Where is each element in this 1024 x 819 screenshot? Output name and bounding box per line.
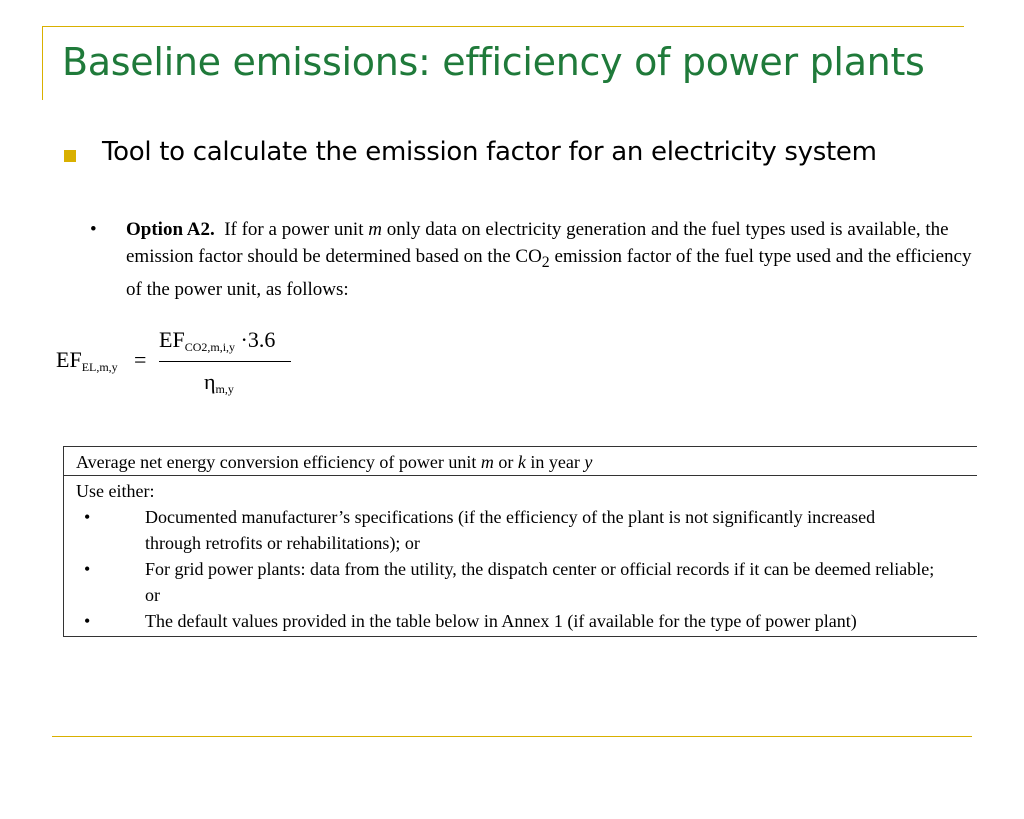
- table-header: Average net energy conversion efficiency of power unit m or k in year y: [64, 447, 977, 476]
- left-frame-line: [42, 26, 43, 100]
- list-item: [76, 556, 965, 608]
- formula-lhs: $EF_{EL,m,y}$: [56, 347, 118, 374]
- round-bullet-icon: •: [84, 559, 91, 579]
- emission-factor-formula: [56, 325, 316, 405]
- top-frame-line: [42, 26, 964, 27]
- option-a2-paragraph: [90, 216, 990, 303]
- option-a2-text: [126, 216, 990, 303]
- round-bullet-icon: •: [84, 611, 91, 631]
- option-text-b: only data on electricity generation and the fuel types used is available, the emission factor should be determined based on the CO: [126, 219, 949, 267]
- bottom-frame-line: [52, 736, 972, 737]
- list-item: [76, 504, 965, 556]
- list-item-text: For grid power plants: data from the utility, the dispatch center or official records if it can be deemed reliable; or: [145, 559, 935, 605]
- round-bullet-icon: •: [90, 219, 97, 240]
- list-item-text: The default values provided in the table below in Annex 1 (if available for the type of power plant): [145, 611, 857, 631]
- option-text-a: If for a power unit: [224, 219, 369, 240]
- main-bullet-text: Tool to calculate the emission factor for an electricity system: [102, 137, 877, 167]
- table-body: [64, 476, 977, 636]
- use-either-label: Use either:: [76, 481, 155, 501]
- option-sub-2: 2: [541, 253, 550, 271]
- option-label: Option A2.: [126, 219, 215, 240]
- round-bullet-icon: •: [84, 507, 91, 527]
- formula-denominator: $\eta_{m,y}$: [204, 369, 234, 396]
- efficiency-table: [63, 446, 977, 637]
- list-item: [76, 608, 965, 634]
- formula-equals: =: [134, 347, 147, 372]
- slide-title: Baseline emissions: efficiency of power plants: [62, 40, 925, 84]
- list-item-text: Documented manufacturer’s specifications (if the efficiency of the plant is not significantly increased through retrofits or rehabilitations); or: [145, 507, 876, 553]
- option-text-c: emission factor of the fuel type used and the efficiency of the power unit, as follows:: [126, 246, 972, 300]
- option-var-m: m: [368, 219, 382, 240]
- fraction-bar: [159, 361, 291, 362]
- formula-numerator: $EF_{CO2,m,i,y} \cdot 3.6$: [159, 327, 276, 354]
- square-bullet-icon: [64, 150, 76, 162]
